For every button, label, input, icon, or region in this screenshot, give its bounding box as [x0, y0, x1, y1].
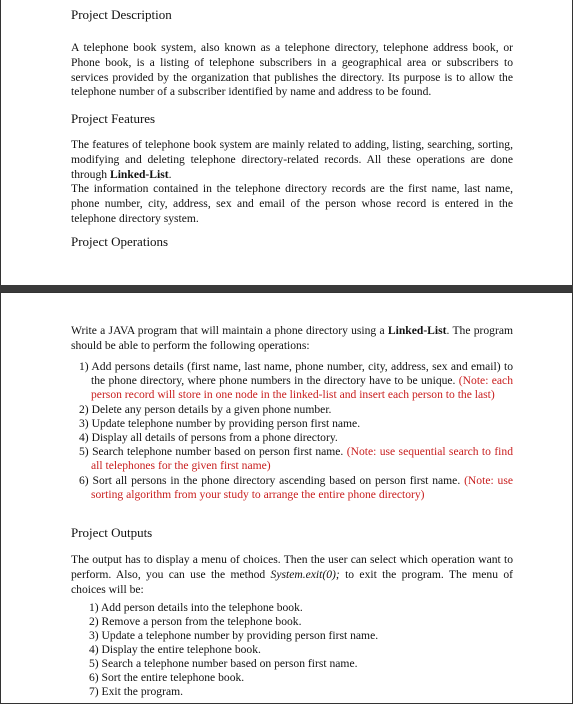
system-exit-code: System.exit(0);	[270, 567, 340, 581]
operation-text: Search telephone number based on person first name.	[92, 445, 347, 459]
features-paragraph-2: The information contained in the telephone directory records are the first name, last name, phone number, city, address, sex and email of the person whose record is entered in the telephone directory system.	[71, 182, 513, 225]
linked-list-term-2: Linked-List	[387, 324, 447, 337]
intro-text-end: . The program should be able to perform the following operations:	[71, 324, 513, 352]
outputs-paragraph	[71, 553, 513, 597]
page-top-panel	[0, 0, 573, 286]
operation-number: 5)	[79, 445, 89, 459]
menu-choice-item: 5) Search a telephone number based on person first name.	[89, 657, 358, 670]
intro-text: Write a JAVA program that will maintain a phone directory using a	[71, 324, 388, 337]
features-paragraph-1	[71, 138, 513, 182]
outputs-text: The output has to display a menu of choices. Then the user can select which operation want to perform. Also, you can use the method	[71, 553, 513, 581]
operation-item	[71, 474, 513, 502]
operation-text: Display all details of persons from a phone directory.	[91, 431, 338, 445]
operation-item	[71, 360, 513, 403]
menu-choices-list	[89, 601, 378, 699]
linked-list-term: Linked-List	[109, 167, 169, 181]
operation-note: (Note: use sorting algorithm from your study to arrange the entire phone directory)	[91, 473, 513, 501]
operation-note: (Note: use sequential search to find all telephones for the given first name)	[91, 445, 513, 473]
description-paragraph: A telephone book system, also known as a telephone directory, telephone address book, or Phone book, is a listing of telephone subscribers in a geographical area or subscribers to services provided by the organization that publishes the directory. Its purpose is to allow the telephone number of a subscriber identified by name and address to be found.	[71, 41, 513, 99]
features-period: .	[168, 167, 172, 181]
operation-number: 4)	[79, 431, 89, 445]
operations-list	[71, 360, 513, 502]
operation-text: Add persons details (first name, last name, phone number, city, address, sex and email) to the phone directory, where phone numbers in the directory have to be unique.	[91, 360, 513, 388]
operation-number: 6)	[79, 473, 89, 487]
operation-item	[71, 445, 513, 473]
operation-item	[71, 431, 513, 445]
operation-text: Sort all persons in the phone directory ascending based on person first name.	[92, 473, 465, 487]
page-divider	[0, 285, 573, 292]
operation-text: Update telephone number by providing person first name.	[91, 416, 361, 430]
menu-choice-item: 7) Exit the program.	[89, 685, 184, 698]
menu-choice-item: 1) Add person details into the telephone book.	[89, 601, 303, 614]
heading-project-features: Project Features	[71, 111, 156, 126]
operation-note: (Note: each person record will store in one node in the linked-list and insert each person to the last)	[91, 374, 513, 402]
operations-intro	[71, 324, 513, 354]
heading-project-description: Project Description	[71, 7, 172, 22]
heading-project-operations: Project Operations	[71, 234, 169, 249]
heading-project-outputs: Project Outputs	[71, 525, 153, 540]
menu-choice-item: 6) Sort the entire telephone book.	[89, 671, 245, 684]
features-text: The features of telephone book system are mainly related to adding, listing, searching, sorting, modifying and deleting telephone directory-related records. All these operations are done through	[71, 138, 513, 181]
operation-item	[71, 403, 513, 417]
operation-number: 3)	[79, 416, 89, 430]
operation-text: Delete any person details by a given phone number.	[91, 402, 332, 416]
operation-item	[71, 417, 513, 431]
outputs-text-end: to exit the program. The menu of choices will be:	[71, 567, 514, 596]
operation-number: 1)	[79, 360, 89, 373]
page-bottom-panel	[0, 292, 573, 704]
menu-choice-item: 4) Display the entire telephone book.	[89, 643, 261, 656]
menu-choice-item: 2) Remove a person from the telephone book.	[89, 615, 302, 628]
menu-choice-item: 3) Update a telephone number by providing person first name.	[89, 629, 379, 642]
operation-number: 2)	[79, 402, 89, 416]
